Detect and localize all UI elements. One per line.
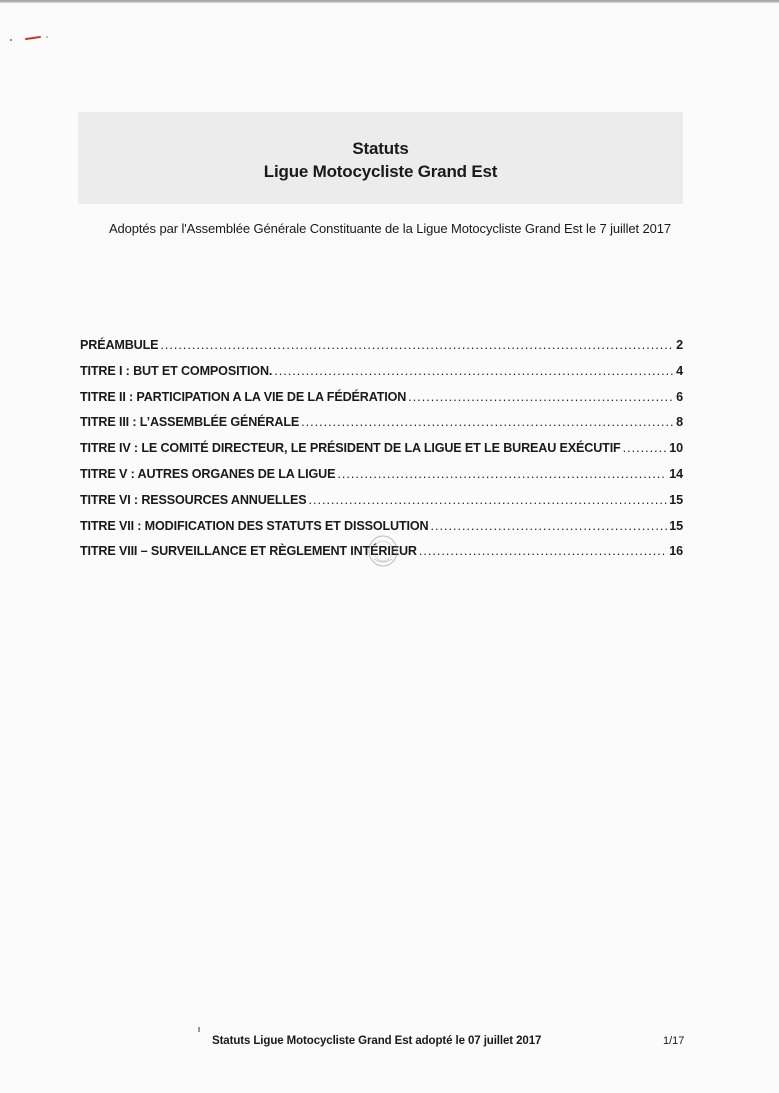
toc-page-number: 15 — [669, 492, 683, 507]
toc-entry-label: PRÉAMBULE — [80, 338, 159, 352]
watermark-stamp-icon — [366, 533, 400, 569]
page-footer: Statuts Ligue Motocycliste Grand Est adopté le 07 juillet 2017 — [212, 1035, 542, 1047]
toc-entry-label: TITRE I : BUT ET COMPOSITION. — [80, 363, 273, 378]
toc-page-number: 15 — [669, 518, 683, 533]
toc-entry-label: TITRE VIII – SURVEILLANCE ET RÈGLEMENT INTÉRIEUR — [80, 544, 417, 559]
scan-artifact — [198, 1027, 200, 1032]
toc-entry-label: TITRE II : PARTICIPATION A LA VIE DE LA FÉDÉRATION — [80, 389, 407, 404]
adoption-statement: Adoptés par l'Assemblée Générale Constituante de la Ligue Motocycliste Grand Est le 7 juillet 2017 — [108, 221, 672, 236]
toc-entry-label: TITRE IV : LE COMITÉ DIRECTEUR, LE PRÉSIDENT DE LA LIGUE ET LE BUREAU EXÉCUTIF — [80, 441, 621, 456]
toc-page-number: 2 — [676, 338, 683, 352]
document-title: Statuts — [352, 139, 409, 158]
toc-leader-dots — [274, 364, 674, 378]
toc-page-number: 16 — [669, 544, 683, 559]
toc-leader-dots — [309, 493, 668, 507]
toc-entry-titre-2[interactable] — [80, 390, 683, 416]
document-subtitle-title: Ligue Motocycliste Grand Est — [263, 162, 498, 181]
toc-entry-label: TITRE VI : RESSOURCES ANNUELLES — [80, 492, 307, 507]
toc-leader-dots — [301, 415, 674, 429]
toc-entry-titre-5[interactable] — [80, 467, 683, 493]
title-band — [78, 112, 683, 204]
toc-entry-label: TITRE V : AUTRES ORGANES DE LA LIGUE — [80, 466, 336, 481]
toc-entry-titre-4[interactable] — [80, 441, 683, 467]
toc-page-number: 8 — [676, 415, 683, 430]
toc-entry-label: TITRE VII : MODIFICATION DES STATUTS ET DISSOLUTION — [80, 518, 429, 533]
toc-leader-dots — [160, 338, 674, 352]
toc-entry-titre-3[interactable] — [80, 415, 683, 441]
page-number: 1/17 — [663, 1035, 685, 1047]
toc-page-number: 6 — [676, 389, 683, 404]
scan-top-edge — [0, 0, 779, 3]
scan-mark-icon — [8, 35, 52, 43]
toc-leader-dots — [623, 441, 668, 455]
toc-entry-titre-6[interactable] — [80, 493, 683, 519]
toc-leader-dots — [419, 544, 667, 558]
toc-entry-titre-1[interactable] — [80, 364, 683, 390]
toc-entry-label: TITRE III : L’ASSEMBLÉE GÉNÉRALE — [80, 415, 300, 430]
toc-leader-dots — [408, 390, 674, 404]
toc-entry-preambule[interactable] — [80, 338, 683, 364]
toc-leader-dots — [430, 519, 667, 533]
toc-page-number: 14 — [669, 466, 683, 481]
toc-leader-dots — [337, 467, 667, 481]
toc-page-number: 4 — [676, 363, 683, 378]
toc-page-number: 10 — [669, 441, 683, 456]
